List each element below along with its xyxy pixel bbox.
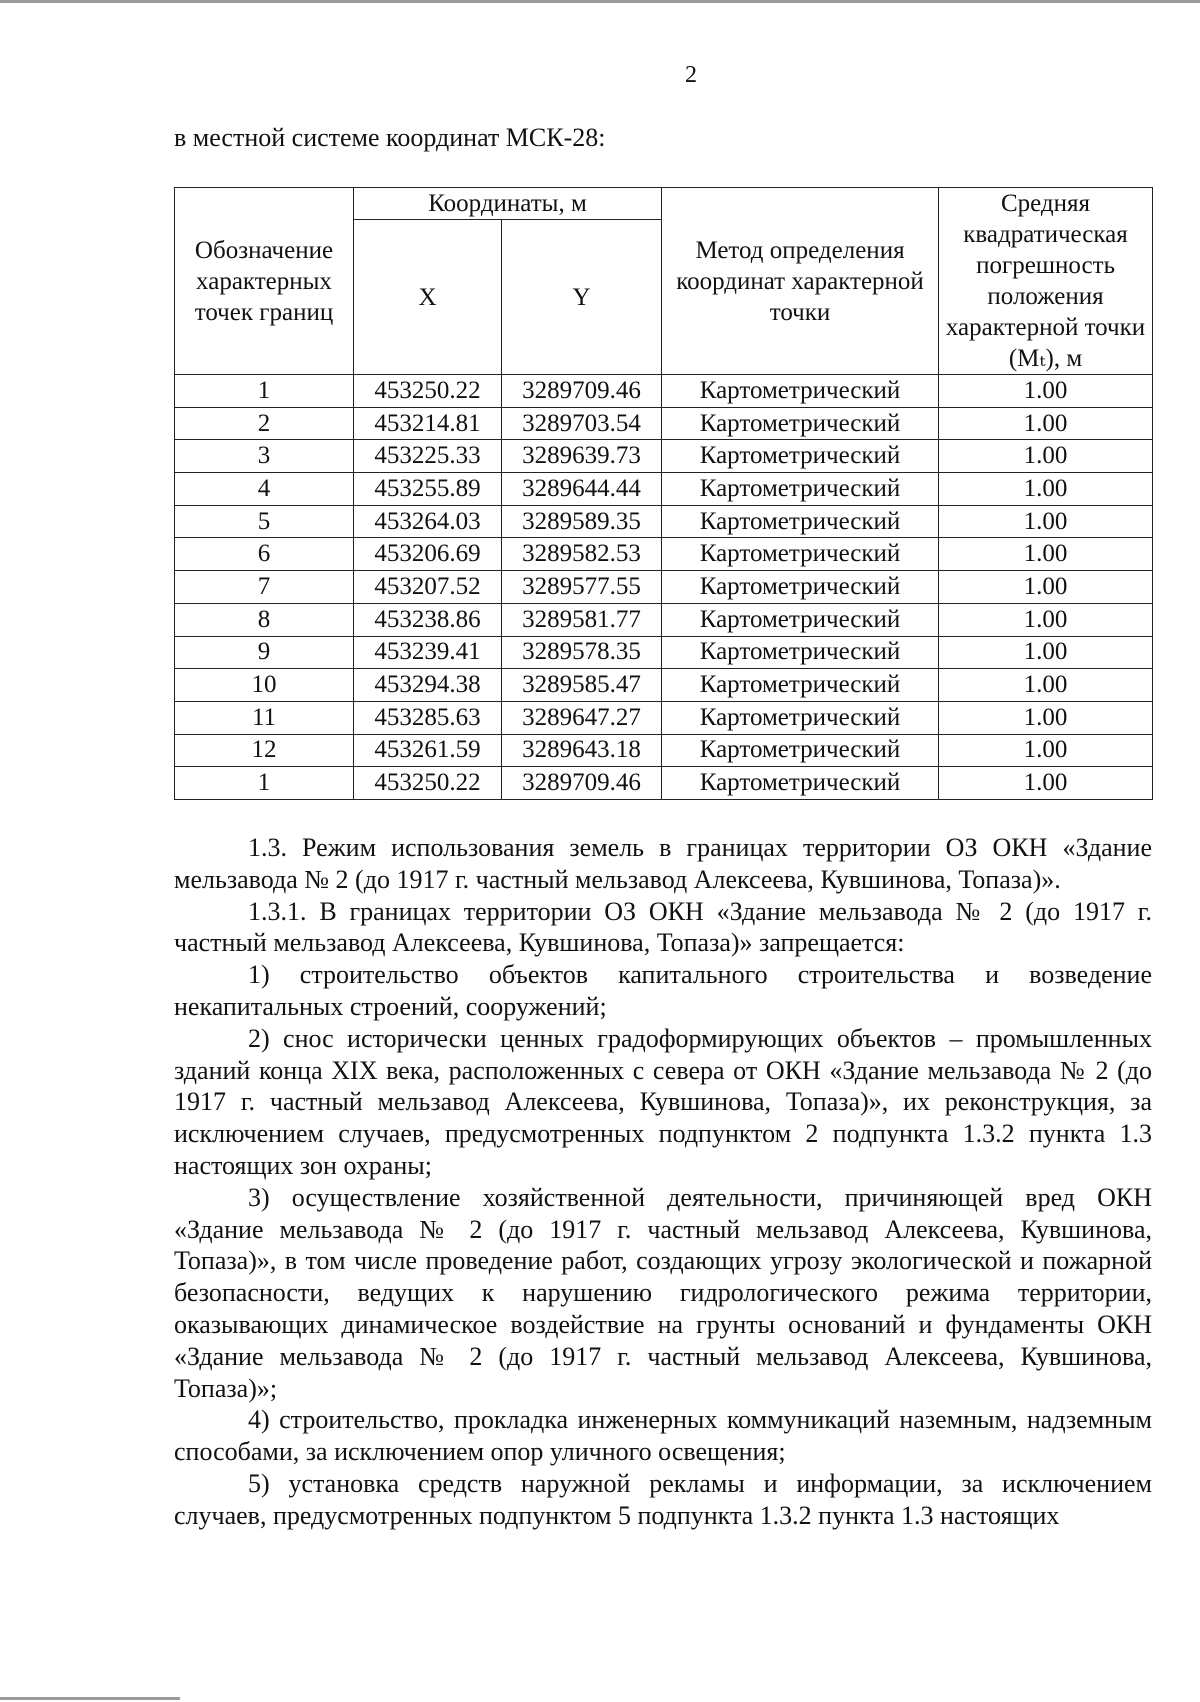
cell-error: 1.00: [939, 505, 1153, 538]
paragraph-1-3-1: 1.3.1. В границах территории ОЗ ОКН «Здание мельзавода № 2 (до 1917 г. частный мельзавод Алексеева, Кувшинова, Топаза)» запрещается:: [174, 896, 1152, 958]
cell-x: 453264.03: [354, 505, 502, 538]
scan-bottom-edge: [0, 1697, 180, 1700]
cell-point: 1: [175, 767, 354, 800]
cell-x: 453261.59: [354, 734, 502, 767]
cell-y: 3289581.77: [502, 603, 662, 636]
cell-x: 453238.86: [354, 603, 502, 636]
cell-method: Картометрический: [662, 375, 939, 408]
cell-point: 2: [175, 407, 354, 440]
cell-point: 6: [175, 538, 354, 571]
table-row: [175, 538, 1153, 571]
cell-x: 453294.38: [354, 669, 502, 702]
cell-point: 3: [175, 440, 354, 473]
cell-point: 10: [175, 669, 354, 702]
cell-point: 7: [175, 571, 354, 604]
table-body: [175, 375, 1153, 800]
cell-method: Картометрический: [662, 636, 939, 669]
table-row: [175, 767, 1153, 800]
header-x: X: [354, 220, 502, 375]
header-coordinates: Координаты, м: [354, 188, 662, 220]
cell-y: 3289643.18: [502, 734, 662, 767]
cell-x: 453239.41: [354, 636, 502, 669]
header-y: Y: [502, 220, 662, 375]
cell-method: Картометрический: [662, 473, 939, 506]
cell-point: 11: [175, 701, 354, 734]
cell-method: Картометрический: [662, 407, 939, 440]
cell-x: 453207.52: [354, 571, 502, 604]
cell-point: 9: [175, 636, 354, 669]
cell-error: 1.00: [939, 669, 1153, 702]
table-row: [175, 701, 1153, 734]
cell-y: 3289709.46: [502, 767, 662, 800]
table-row: [175, 375, 1153, 408]
cell-method: Картометрический: [662, 701, 939, 734]
table-row: [175, 473, 1153, 506]
list-item-2: 2) снос исторически ценных градоформирующих объектов – промышленных зданий конца XIX века, расположенных с севера от ОКН «Здание мельзавода № 2 (до 1917 г. частный мельзавод Алексеева, Кувшинова, Топаза)», их реконструкция, за исключением случаев, предусмотренных подпунктом 2 подпункта 1.3.2 пункта 1.3 настоящих зон охраны;: [174, 1023, 1152, 1180]
table-row: [175, 636, 1153, 669]
cell-y: 3289578.35: [502, 636, 662, 669]
table-row: [175, 734, 1153, 767]
intro-line: в местной системе координат МСК-28:: [174, 123, 606, 152]
cell-point: 4: [175, 473, 354, 506]
table-row: [175, 407, 1153, 440]
cell-method: Картометрический: [662, 538, 939, 571]
scan-top-edge: [0, 0, 1200, 3]
cell-x: 453214.81: [354, 407, 502, 440]
cell-method: Картометрический: [662, 571, 939, 604]
cell-point: 12: [175, 734, 354, 767]
cell-method: Картометрический: [662, 603, 939, 636]
table-row: [175, 603, 1153, 636]
cell-error: 1.00: [939, 767, 1153, 800]
cell-x: 453250.22: [354, 767, 502, 800]
cell-y: 3289703.54: [502, 407, 662, 440]
cell-method: Картометрический: [662, 767, 939, 800]
paragraph-1-3: 1.3. Режим использования земель в границах территории ОЗ ОКН «Здание мельзавода № 2 (до 1917 г. частный мельзавод Алексеева, Кувшинова, Топаза)».: [174, 833, 1152, 894]
cell-y: 3289577.55: [502, 571, 662, 604]
cell-point: 1: [175, 375, 354, 408]
cell-point: 8: [175, 603, 354, 636]
cell-error: 1.00: [939, 538, 1153, 571]
list-item-5: 5) установка средств наружной рекламы и информации, за исключением случаев, предусмотренных подпунктом 5 подпункта 1.3.2 пункта 1.3 настоящих: [174, 1468, 1152, 1530]
cell-error: 1.00: [939, 375, 1153, 408]
cell-x: 453255.89: [354, 473, 502, 506]
cell-point: 5: [175, 505, 354, 538]
cell-x: 453206.69: [354, 538, 502, 571]
table-row: [175, 571, 1153, 604]
coordinates-table: [174, 187, 1153, 800]
cell-method: Картометрический: [662, 669, 939, 702]
cell-error: 1.00: [939, 440, 1153, 473]
cell-x: 453285.63: [354, 701, 502, 734]
cell-y: 3289639.73: [502, 440, 662, 473]
header-error: Средняя квадратическая погрешность положения характерной точки (Mₜ), м: [939, 188, 1153, 375]
cell-method: Картометрический: [662, 505, 939, 538]
cell-y: 3289589.35: [502, 505, 662, 538]
cell-error: 1.00: [939, 636, 1153, 669]
cell-error: 1.00: [939, 571, 1153, 604]
table-row: [175, 440, 1153, 473]
cell-x: 453225.33: [354, 440, 502, 473]
cell-y: 3289709.46: [502, 375, 662, 408]
cell-error: 1.00: [939, 734, 1153, 767]
body-text: [174, 832, 1152, 1532]
cell-method: Картометрический: [662, 734, 939, 767]
list-item-3: 3) осуществление хозяйственной деятельности, причиняющей вред ОКН «Здание мельзавода № 2 (до 1917 г. частный мельзавод Алексеева, Кувшинова, Топаза)», в том числе проведение работ, создающих угрозу экологической и пожарной безопасности, ведущих к нарушению гидрологического режима территории, оказывающих динамическое воздействие на грунты оснований и фундаменты ОКН «Здание мельзавода № 2 (до 1917 г. частный мельзавод Алексеева, Кувшинова, Топаза)»;: [174, 1182, 1152, 1403]
cell-error: 1.00: [939, 701, 1153, 734]
cell-x: 453250.22: [354, 375, 502, 408]
cell-y: 3289644.44: [502, 473, 662, 506]
list-item-4: 4) строительство, прокладка инженерных коммуникаций наземным, надземным способами, за исключением опор уличного освещения;: [174, 1405, 1152, 1467]
table-row: [175, 669, 1153, 702]
cell-error: 1.00: [939, 407, 1153, 440]
cell-y: 3289647.27: [502, 701, 662, 734]
cell-error: 1.00: [939, 473, 1153, 506]
table-row: [175, 505, 1153, 538]
page-number: 2: [685, 62, 697, 88]
cell-method: Картометрический: [662, 440, 939, 473]
header-point-label: Обозначение характерных точек границ: [175, 188, 354, 375]
cell-error: 1.00: [939, 603, 1153, 636]
list-item-1: 1) строительство объектов капитального строительства и возведение некапитальных строений, сооружений;: [174, 960, 1152, 1021]
cell-y: 3289585.47: [502, 669, 662, 702]
header-method: Метод определения координат характерной точки: [662, 188, 939, 375]
cell-y: 3289582.53: [502, 538, 662, 571]
